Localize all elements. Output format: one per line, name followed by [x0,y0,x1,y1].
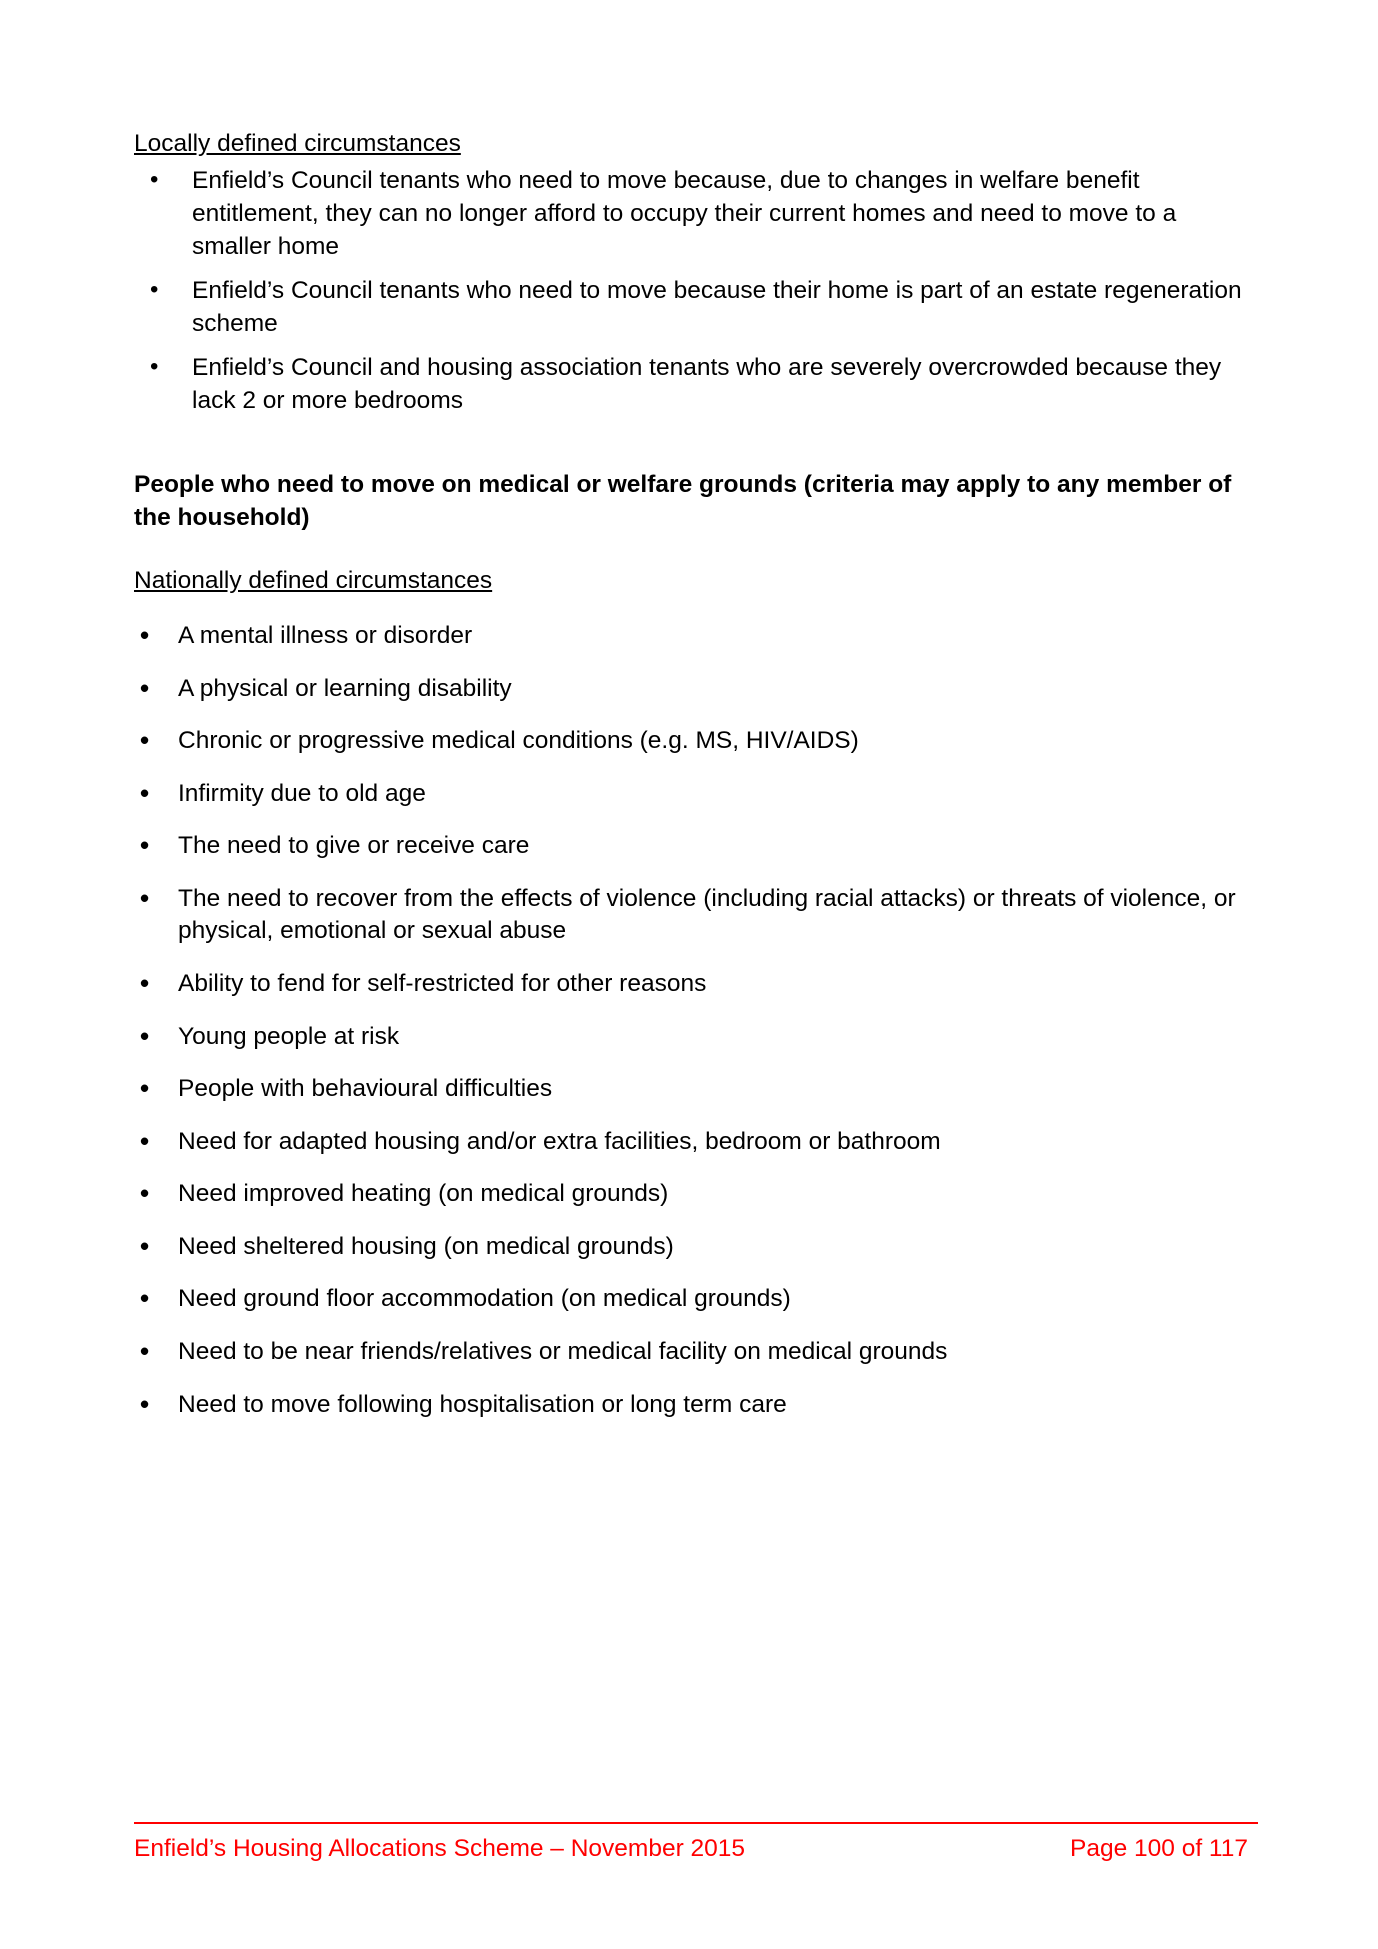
nationally-defined-list [134,620,1244,1421]
locally-defined-list [134,165,1244,417]
list-item: • The need to give or receive care [134,830,1244,863]
nationally-defined-heading: Nationally defined circumstances [134,566,493,594]
list-item: • Ability to fend for self-restricted for other reasons [134,968,1244,1001]
list-item: • A mental illness or disorder [134,620,1244,653]
list-item: • Need sheltered housing (on medical grounds) [134,1231,1244,1264]
list-item: • Enfield’s Council tenants who need to move because, due to changes in welfare benefit entitlement, they can no longer afford to occupy their current homes and need to move to a smaller home [134,165,1244,263]
list-item: • A physical or learning disability [134,673,1244,706]
list-item: • Need improved heating (on medical grounds) [134,1178,1244,1211]
spacer [134,429,1244,469]
list-item: • Infirmity due to old age [134,778,1244,811]
list-item: • Need for adapted housing and/or extra facilities, bedroom or bathroom [134,1126,1244,1159]
list-item: • Young people at risk [134,1021,1244,1054]
footer-divider [134,1822,1258,1824]
list-item: • Enfield’s Council tenants who need to move because their home is part of an estate regeneration scheme [134,275,1244,340]
spacer [134,535,1244,565]
list-item: • Need ground floor accommodation (on medical grounds) [134,1283,1244,1316]
list-item: • Enfield’s Council and housing association tenants who are severely overcrowded because they lack 2 or more bedrooms [134,352,1244,417]
page-footer [134,1822,1258,1863]
list-item: • Need to move following hospitalisation or long term care [134,1389,1244,1422]
list-item: • The need to recover from the effects of violence (including racial attacks) or threats of violence, or physical, emotional or sexual abuse [134,883,1244,948]
list-item: • Need to be near friends/relatives or medical facility on medical grounds [134,1336,1244,1369]
footer-document-title: Enfield’s Housing Allocations Scheme – November 2015 [134,1835,746,1862]
spacer [134,602,1244,620]
list-item: • People with behavioural difficulties [134,1073,1244,1106]
footer-page-number: Page 100 of 117 [1069,1835,1248,1862]
locally-defined-heading: Locally defined circumstances [134,130,461,157]
medical-welfare-heading: People who need to move on medical or welfare grounds (criteria may apply to any member of the household) [134,471,1232,531]
list-item: • Chronic or progressive medical conditions (e.g. MS, HIV/AIDS) [134,725,1244,758]
